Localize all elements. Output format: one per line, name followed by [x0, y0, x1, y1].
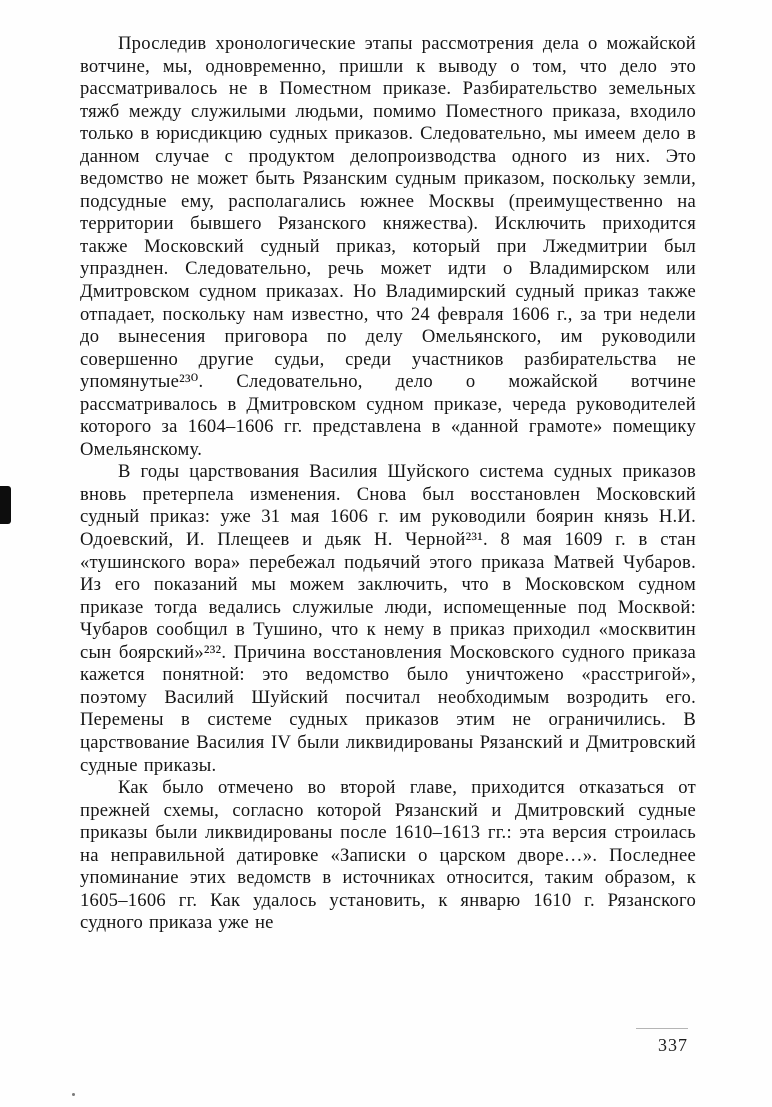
page-text-block — [80, 33, 696, 935]
body-paragraph-3: Как было отмечено во второй главе, приходится отказаться от прежней схемы, согласно которой Рязанский и Дмитровский судные приказы были ликвидированы после 1610–1613 гг.: эта версия строилась на неправильной датировке «Записки о царском дворе…». Последнее упоминание этих ведомств в источниках относится, таким образом, к 1605–1606 гг. Как удалось установить, к январю 1610 г. Рязанского судного приказа уже не — [80, 777, 696, 934]
page-footer — [636, 1028, 688, 1056]
scan-artifact-left-edge — [0, 486, 11, 524]
body-paragraph-2: В годы царствования Василия Шуйского система судных приказов вновь претерпела изменения. Снова был восстановлен Московский судный приказ: уже 31 мая 1606 г. им руководили боярин князь Н.И. Одоевский, И. Плещеев и дьяк Н. Черной²³¹. 8 мая 1609 г. в стан «тушинского вора» перебежал подьячий этого приказа Матвей Чубаров. Из его показаний мы можем заключить, что в Московском судном приказе тогда ведались служилые люди, испомещенные под Москвой: Чубаров сообщил в Тушино, что к нему в приказ приходил «москвитин сын боярский»²³². Причина восстановления Московского судного приказа кажется понятной: это ведомство было уничтожено «расстригой», поэтому Василий Шуйский посчитал необходимым возродить его. Перемены в системе судных приказов этим не ограничились. В царствование Василия IV были ликвидированы Рязанский и Дмитровский судные приказы. — [80, 461, 696, 776]
page-number: 337 — [658, 1035, 688, 1055]
scan-speck — [72, 1093, 75, 1096]
footer-rule — [636, 1028, 688, 1029]
body-paragraph-1: Проследив хронологические этапы рассмотрения дела о можайской вотчине, мы, одновременно, пришли к выводу о том, что дело это рассматривалось не в Поместном приказе. Разбирательство земельных тяжб между служилыми людьми, помимо Поместного приказа, входило только в юрисдикцию судных приказов. Следовательно, мы имеем дело в данном случае с продуктом делопроизводства одного из них. Это ведомство не может быть Рязанским судным приказом, поскольку земли, подсудные ему, располагались южнее Москвы (преимущественно на территории бывшего Рязанского княжества). Исключить приходится также Московский судный приказ, который при Лжедмитрии был упразднен. Следовательно, речь может идти о Владимирском или Дмитровском судном приказах. Но Владимирский судный приказ также отпадает, поскольку нам известно, что 24 февраля 1606 г., за три недели до вынесения приговора по делу Омельянского, им руководили совершенно другие судьи, среди участников разбирательства не упомянутые²³⁰. Следовательно, дело о можайской вотчине рассматривалось в Дмитровском судном приказе, череда руководителей которого за 1604–1606 гг. представлена в «данной грамоте» помещику Омельянскому. — [80, 33, 696, 460]
